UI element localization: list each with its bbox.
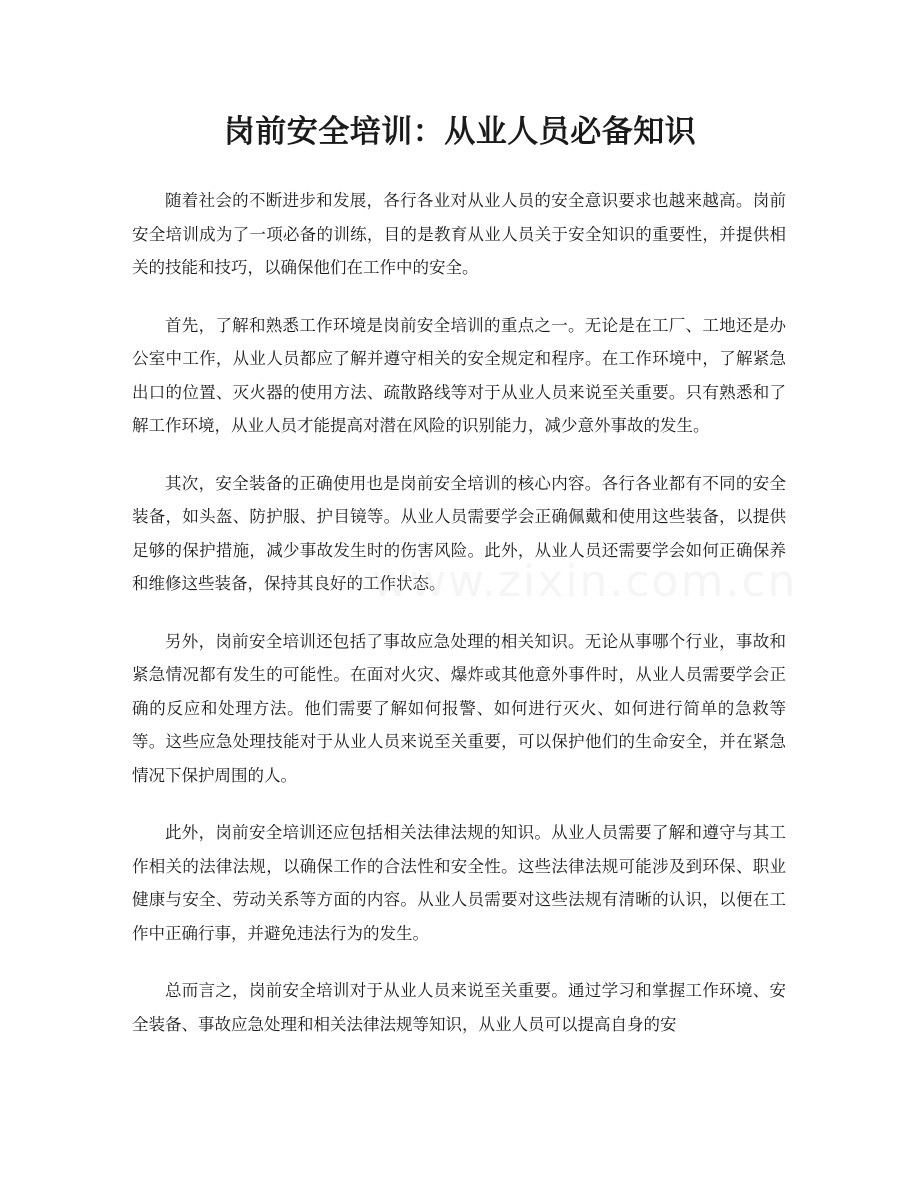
paragraph-3: 其次，安全装备的正确使用也是岗前安全培训的核心内容。各行各业都有不同的安全装备，如头盔、防护服、护目镜等。从业人员需要学会正确佩戴和使用这些装备，以提供足够的保护措施，减少事故发生时的伤害风险。此外，从业人员还需要学会如何正确保养和维修这些装备，保持其良好的工作状态。 [132, 473, 786, 593]
paragraph-2: 首先，了解和熟悉工作环境是岗前安全培训的重点之一。无论是在工厂、工地还是办公室中工作，从业人员都应了解并遵守相关的安全规定和程序。在工作环境中，了解紧急出口的位置、灭火器的使用方法、疏散路线等对于从业人员来说至关重要。只有熟悉和了解工作环境，从业人员才能提高对潜在风险的识别能力，减少意外事故的发生。 [132, 315, 786, 435]
paragraph-4: 另外，岗前安全培训还包括了事故应急处理的相关知识。无论从事哪个行业，事故和紧急情况都有发生的可能性。在面对火灾、爆炸或其他意外事件时，从业人员需要学会正确的反应和处理方法。他们需要了解如何报警、如何进行灭火、如何进行简单的急救等等。这些应急处理技能对于从业人员来说至关重要，可以保护他们的生命安全，并在紧急情况下保护周围的人。 [132, 631, 786, 785]
document-body [132, 184, 786, 1065]
paragraph-1: 随着社会的不断进步和发展，各行各业对从业人员的安全意识要求也越来越高。岗前安全培训成为了一项必备的训练，目的是教育从业人员关于安全知识的重要性，并提供相关的技能和技巧，以确保他们在工作中的安全。 [132, 191, 786, 277]
paragraph-6: 总而言之，岗前安全培训对于从业人员来说至关重要。通过学习和掌握工作环境、安全装备、事故应急处理和相关法律法规等知识，从业人员可以提高自身的安 [132, 981, 786, 1034]
document-title: 岗前安全培训：从业人员必备知识 [223, 114, 697, 150]
watermark: www.zixin.com.cn [372, 556, 798, 607]
paragraph-5: 此外，岗前安全培训还应包括相关法律法规的知识。从业人员需要了解和遵守与其工作相关的法律法规，以确保工作的合法性和安全性。这些法律法规可能涉及到环保、职业健康与安全、劳动关系等方面的内容。从业人员需要对这些法规有清晰的认识，以便在工作中正确行事，并避免违法行为的发生。 [132, 823, 786, 943]
